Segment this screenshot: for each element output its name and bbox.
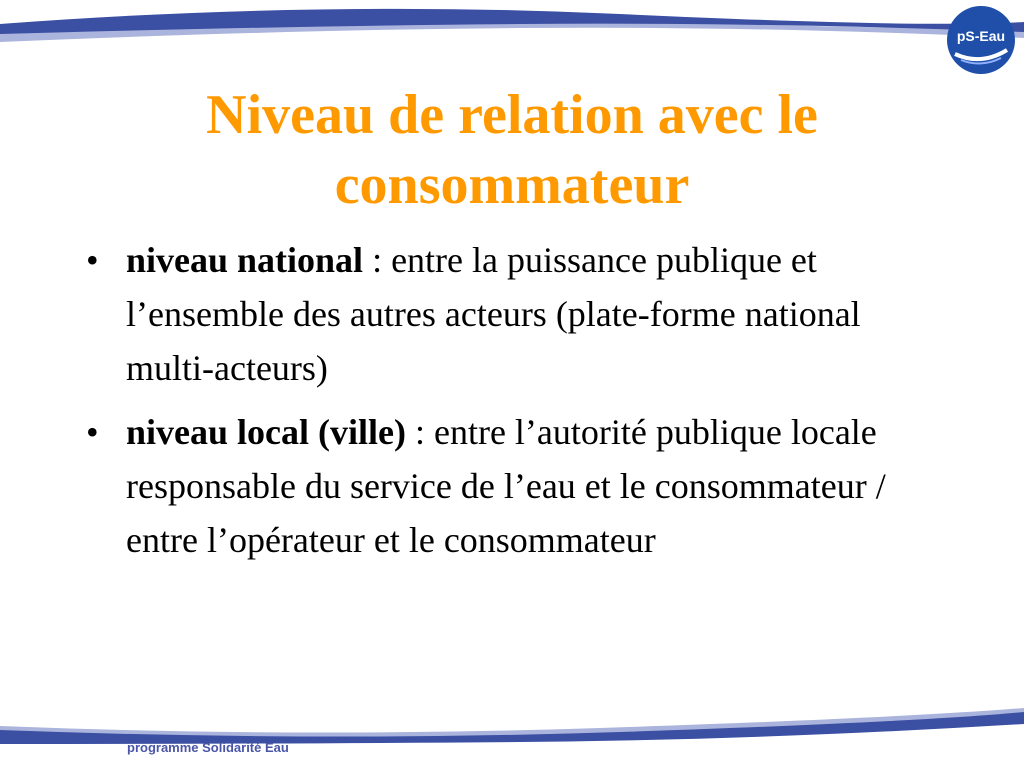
bullet-term: niveau local (ville) (126, 412, 406, 452)
footer-text: programme Solidarité Eau (127, 740, 289, 755)
ps-eau-logo-icon (945, 4, 1017, 76)
logo-text: pS-Eau (956, 28, 1006, 44)
bullet-item-national (84, 233, 944, 395)
bullet-text: : entre la puissance publique et l’ensemble des autres acteurs (plate-forme national multi-acteurs) (126, 240, 861, 388)
bullet-dot-icon: • (86, 240, 99, 280)
top-swoosh-decoration (0, 0, 1024, 60)
bullet-term: niveau national (126, 240, 364, 280)
slide-title: Niveau de relation avec le consommateur (206, 84, 818, 216)
bullet-list (84, 233, 944, 577)
bullet-item-local (84, 405, 944, 567)
bullet-dot-icon: • (86, 412, 99, 452)
bullet-text: : entre l’autorité publique locale responsable du service de l’eau et le consommateur / entre l’opérateur et le consommateur (126, 412, 886, 560)
